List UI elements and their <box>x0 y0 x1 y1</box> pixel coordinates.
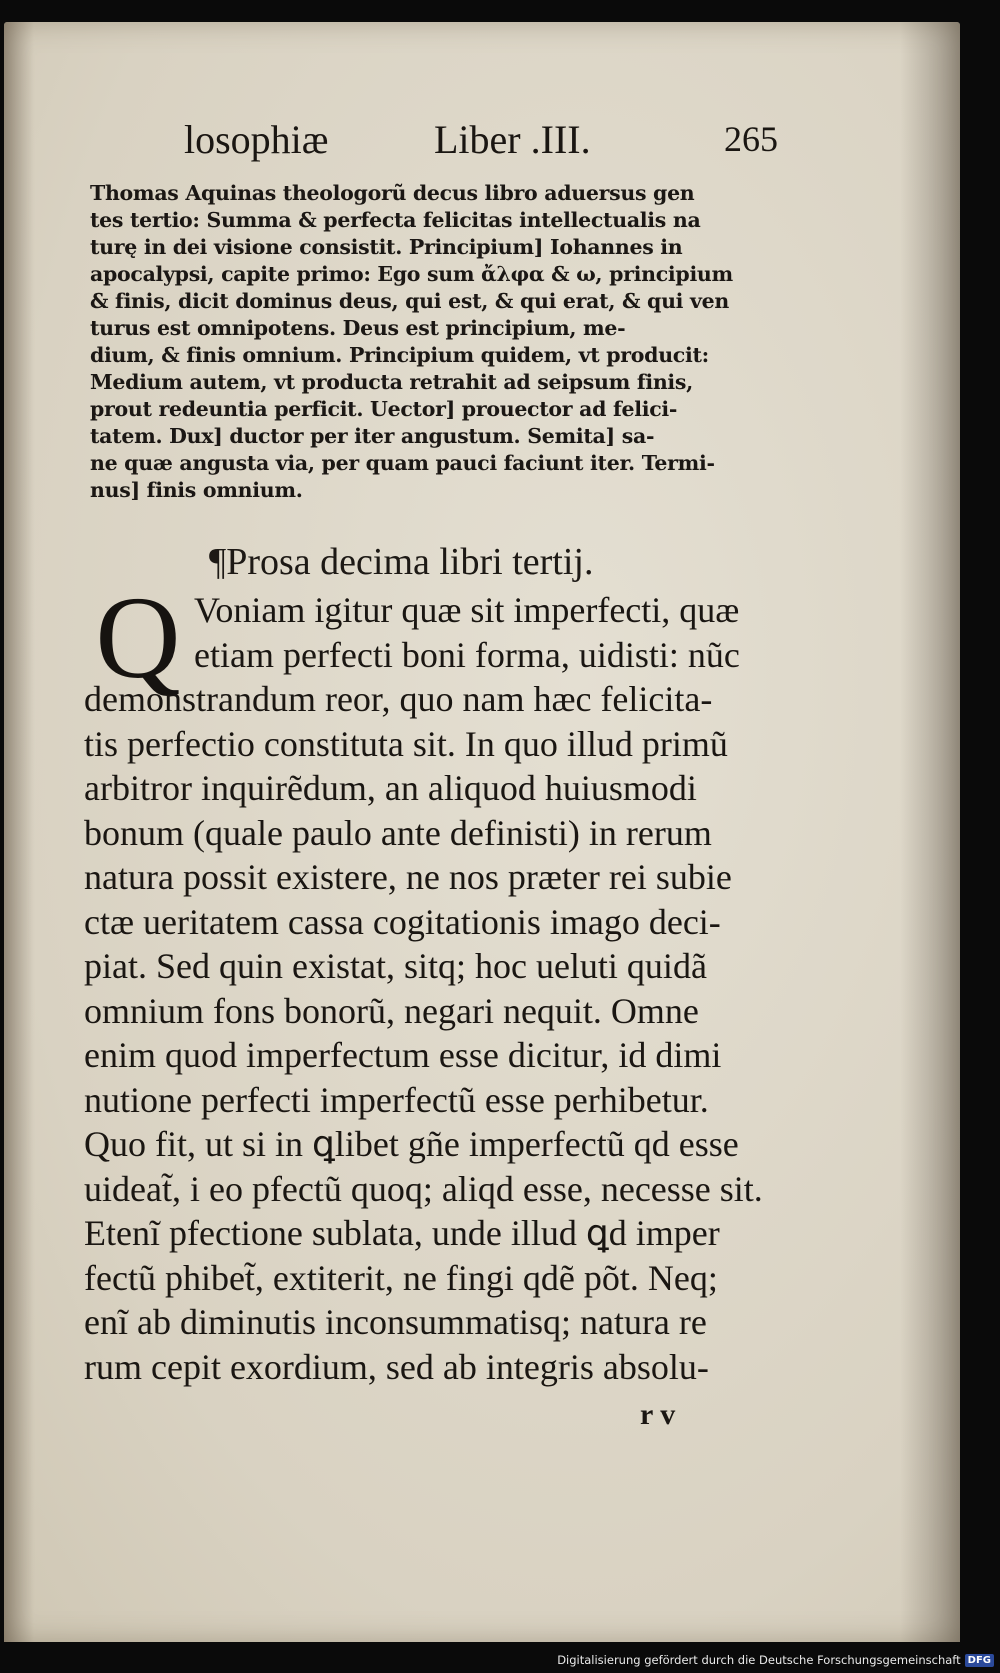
commentary-line: prout redeuntia perficit. Uector] prouector ad felici- <box>90 397 678 421</box>
text-line: bonum (quale paulo ante definisti) in rerum <box>84 812 712 853</box>
commentary-line: dium, & finis omnium. Principium quidem, vt producit: <box>90 343 709 367</box>
section-heading: ¶Prosa decima libri tertij. <box>209 541 594 583</box>
text-line: enĩ ab diminutis inconsummatisq; natura re <box>84 1302 707 1342</box>
text-line: Voniam igitur quæ sit imperfecti, quæ <box>194 590 740 630</box>
commentary-line: apocalypsi, capite primo: Ego sum ἄλφα & ω, principium <box>90 262 733 286</box>
drop-cap-initial: Q <box>95 572 181 703</box>
page-number: 265 <box>724 119 778 159</box>
book-label: Liber .III. <box>434 117 591 162</box>
credit-text: Digitalisierung gefördert durch die Deutsche Forschungsgemeinschaft <box>557 1653 961 1667</box>
commentary-line: turę in dei visione consistit. Principium] Iohannes in <box>90 235 683 259</box>
commentary-line: tes tertio: Summa & perfecta felicitas intellectualis na <box>90 208 701 232</box>
text-line: omnium fons bonorũ, negari nequit. Omne <box>84 990 699 1031</box>
text-line: natura possit existere, ne nos præter rei subie <box>84 857 732 897</box>
digitization-credit <box>557 1649 994 1671</box>
text-line: fectũ phibet̃, extiterit, ne fingi qdẽ põt. Neq; <box>84 1257 718 1298</box>
text-line: tis perfectio constituta sit. In quo illud primũ <box>84 723 728 764</box>
running-header <box>184 116 824 172</box>
text-line: nutione perfecti imperfectũ esse perhibetur. <box>84 1079 709 1120</box>
running-title: losophiæ <box>184 117 329 162</box>
commentary-line: Thomas Aquinas theologorũ decus libro aduersus gen <box>90 181 695 205</box>
commentary-line: nus] finis omnium. <box>90 478 303 502</box>
commentary-block <box>90 180 806 504</box>
commentary-line: turus est omnipotens. Deus est principium, me- <box>90 316 626 340</box>
text-line: etiam perfecti boni forma, uidisti: nũc <box>194 634 740 675</box>
book-page <box>4 22 960 1642</box>
commentary-line: ne quæ angusta via, per quam pauci faciunt iter. Termi- <box>90 451 715 475</box>
text-line: enim quod imperfectum esse dicitur, id dimi <box>84 1035 722 1075</box>
text-line: demonstrandum reor, quo nam hæc felicita- <box>84 679 713 719</box>
text-line: ctæ ueritatem cassa cogitationis imago deci- <box>84 901 721 942</box>
text-line: rum cepit exordium, sed ab integris absolu- <box>84 1346 709 1387</box>
main-text-block <box>84 572 804 1389</box>
dfg-logo-icon: DFG <box>965 1654 994 1667</box>
page-left-edge-shadow <box>4 22 34 1642</box>
text-line: Etenĩ pfectione sublata, unde illud ꝗd imper <box>84 1213 720 1253</box>
text-line: arbitror inquirẽdum, an aliquod huiusmodi <box>84 768 697 808</box>
text-line: piat. Sed quin existat, sitq; hoc ueluti quidã <box>84 946 707 986</box>
catchword: r v <box>640 1398 676 1431</box>
page-spine-shadow <box>900 22 960 1642</box>
commentary-line: Medium autem, vt producta retrahit ad seipsum finis, <box>90 370 693 394</box>
commentary-line: tatem. Dux] ductor per iter angustum. Semita] sa- <box>90 424 655 448</box>
commentary-line: & finis, dicit dominus deus, qui est, & qui erat, & qui ven <box>90 289 729 313</box>
text-line: uideat̃, i eo pfectũ quoq; aliqd esse, necesse sit. <box>84 1168 763 1209</box>
text-line: Quo fit, ut si in ꝗlibet gñe imperfectũ qd esse <box>84 1124 739 1164</box>
